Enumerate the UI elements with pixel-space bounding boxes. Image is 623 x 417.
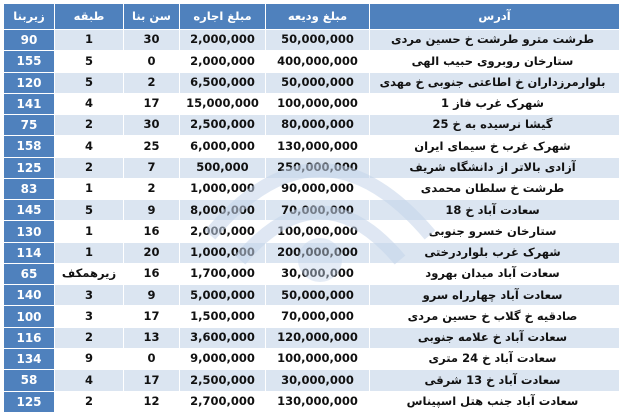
cell-building-age: 16 bbox=[124, 221, 180, 242]
cell-rent-amount: 15,000,000 bbox=[180, 93, 266, 114]
cell-building-age: 30 bbox=[124, 115, 180, 136]
table-row bbox=[4, 157, 620, 178]
header-area: زیربنا bbox=[4, 4, 55, 30]
cell-area: 145 bbox=[4, 200, 55, 221]
cell-area: 100 bbox=[4, 306, 55, 327]
header-address: آدرس bbox=[370, 4, 620, 30]
cell-rent-amount: 2,000,000 bbox=[180, 221, 266, 242]
cell-address: صادقیه خ گلاب خ حسین مردی bbox=[370, 306, 620, 327]
cell-deposit-amount: 50,000,000 bbox=[266, 72, 370, 93]
cell-area: 141 bbox=[4, 93, 55, 114]
cell-rent-amount: 1,000,000 bbox=[180, 178, 266, 199]
cell-address: سعادت آباد چهارراه سرو bbox=[370, 285, 620, 306]
cell-rent-amount: 1,000,000 bbox=[180, 242, 266, 263]
cell-area: 134 bbox=[4, 348, 55, 369]
table-row bbox=[4, 263, 620, 284]
cell-deposit-amount: 400,000,000 bbox=[266, 51, 370, 72]
cell-address: طرشت مترو طرشت خ حسین مردی bbox=[370, 30, 620, 51]
cell-floor: 4 bbox=[55, 370, 124, 391]
cell-area: 158 bbox=[4, 136, 55, 157]
cell-address: بلوارمرزداران خ اطاعتی جنوبی خ مهدی bbox=[370, 72, 620, 93]
cell-address: سعادت آباد جنب هتل اسپیناس bbox=[370, 391, 620, 412]
cell-address: سعادت آباد خ 13 شرقی bbox=[370, 370, 620, 391]
cell-floor: 4 bbox=[55, 136, 124, 157]
cell-floor: 5 bbox=[55, 200, 124, 221]
cell-floor: 2 bbox=[55, 157, 124, 178]
header-rent-amount: مبلغ اجاره bbox=[180, 4, 266, 30]
cell-address: سعادت آباد خ علامه جنوبی bbox=[370, 327, 620, 348]
cell-rent-amount: 8,000,000 bbox=[180, 200, 266, 221]
cell-building-age: 9 bbox=[124, 200, 180, 221]
cell-deposit-amount: 50,000,000 bbox=[266, 30, 370, 51]
cell-building-age: 2 bbox=[124, 178, 180, 199]
cell-building-age: 12 bbox=[124, 391, 180, 412]
header-building-age: سن بنا bbox=[124, 4, 180, 30]
cell-building-age: 0 bbox=[124, 348, 180, 369]
cell-area: 83 bbox=[4, 178, 55, 199]
cell-floor: 2 bbox=[55, 327, 124, 348]
cell-deposit-amount: 200,000,000 bbox=[266, 242, 370, 263]
table-row bbox=[4, 30, 620, 51]
cell-deposit-amount: 50,000,000 bbox=[266, 285, 370, 306]
cell-area: 90 bbox=[4, 30, 55, 51]
cell-deposit-amount: 70,000,000 bbox=[266, 200, 370, 221]
cell-rent-amount: 9,000,000 bbox=[180, 348, 266, 369]
rental-listings-table bbox=[3, 3, 620, 413]
cell-floor: 1 bbox=[55, 30, 124, 51]
cell-building-age: 30 bbox=[124, 30, 180, 51]
cell-rent-amount: 6,000,000 bbox=[180, 136, 266, 157]
table-row bbox=[4, 285, 620, 306]
cell-area: 58 bbox=[4, 370, 55, 391]
cell-building-age: 9 bbox=[124, 285, 180, 306]
cell-floor: 3 bbox=[55, 285, 124, 306]
cell-area: 114 bbox=[4, 242, 55, 263]
cell-building-age: 0 bbox=[124, 51, 180, 72]
cell-building-age: 16 bbox=[124, 263, 180, 284]
cell-deposit-amount: 80,000,000 bbox=[266, 115, 370, 136]
cell-floor: 5 bbox=[55, 72, 124, 93]
cell-address: شهرک غرب خ سیمای ایران bbox=[370, 136, 620, 157]
table-row bbox=[4, 391, 620, 412]
cell-deposit-amount: 100,000,000 bbox=[266, 348, 370, 369]
cell-address: ستارخان روبروی حبیب الهی bbox=[370, 51, 620, 72]
cell-floor: 2 bbox=[55, 391, 124, 412]
table-row bbox=[4, 221, 620, 242]
cell-rent-amount: 2,700,000 bbox=[180, 391, 266, 412]
table-row bbox=[4, 348, 620, 369]
cell-building-age: 17 bbox=[124, 370, 180, 391]
table-row bbox=[4, 115, 620, 136]
cell-area: 125 bbox=[4, 157, 55, 178]
cell-rent-amount: 2,500,000 bbox=[180, 370, 266, 391]
table-row bbox=[4, 242, 620, 263]
header-floor: طبقه bbox=[55, 4, 124, 30]
cell-address: گیشا نرسیده به خ 25 bbox=[370, 115, 620, 136]
table-row bbox=[4, 306, 620, 327]
cell-building-age: 20 bbox=[124, 242, 180, 263]
cell-address: شهرک غرب بلواردرختی bbox=[370, 242, 620, 263]
cell-deposit-amount: 30,000,000 bbox=[266, 370, 370, 391]
cell-address: سعادت آباد خ 24 متری bbox=[370, 348, 620, 369]
cell-floor: 2 bbox=[55, 115, 124, 136]
cell-address: شهرک غرب فاز 1 bbox=[370, 93, 620, 114]
cell-deposit-amount: 130,000,000 bbox=[266, 391, 370, 412]
table-row bbox=[4, 178, 620, 199]
cell-deposit-amount: 90,000,000 bbox=[266, 178, 370, 199]
cell-rent-amount: 2,500,000 bbox=[180, 115, 266, 136]
table-row bbox=[4, 93, 620, 114]
cell-building-age: 17 bbox=[124, 93, 180, 114]
cell-floor: زیرهمکف bbox=[55, 263, 124, 284]
cell-deposit-amount: 70,000,000 bbox=[266, 306, 370, 327]
cell-area: 125 bbox=[4, 391, 55, 412]
cell-rent-amount: 3,600,000 bbox=[180, 327, 266, 348]
cell-rent-amount: 2,000,000 bbox=[180, 30, 266, 51]
cell-deposit-amount: 250,000,000 bbox=[266, 157, 370, 178]
table-row bbox=[4, 72, 620, 93]
cell-floor: 3 bbox=[55, 306, 124, 327]
cell-address: ستارخان خسرو جنوبی bbox=[370, 221, 620, 242]
cell-area: 140 bbox=[4, 285, 55, 306]
cell-area: 65 bbox=[4, 263, 55, 284]
cell-deposit-amount: 100,000,000 bbox=[266, 93, 370, 114]
cell-deposit-amount: 30,000,000 bbox=[266, 263, 370, 284]
cell-deposit-amount: 120,000,000 bbox=[266, 327, 370, 348]
cell-floor: 5 bbox=[55, 51, 124, 72]
cell-building-age: 17 bbox=[124, 306, 180, 327]
cell-building-age: 25 bbox=[124, 136, 180, 157]
cell-rent-amount: 2,000,000 bbox=[180, 51, 266, 72]
cell-area: 75 bbox=[4, 115, 55, 136]
cell-building-age: 7 bbox=[124, 157, 180, 178]
header-row bbox=[4, 4, 620, 30]
cell-rent-amount: 1,700,000 bbox=[180, 263, 266, 284]
cell-area: 116 bbox=[4, 327, 55, 348]
cell-area: 120 bbox=[4, 72, 55, 93]
cell-floor: 4 bbox=[55, 93, 124, 114]
header-deposit-amount: مبلغ ودیعه bbox=[266, 4, 370, 30]
cell-floor: 1 bbox=[55, 221, 124, 242]
table-row bbox=[4, 370, 620, 391]
cell-floor: 1 bbox=[55, 242, 124, 263]
cell-rent-amount: 6,500,000 bbox=[180, 72, 266, 93]
cell-address: طرشت خ سلطان محمدی bbox=[370, 178, 620, 199]
cell-address: آزادی بالاتر از دانشگاه شریف bbox=[370, 157, 620, 178]
cell-floor: 9 bbox=[55, 348, 124, 369]
cell-rent-amount: 500,000 bbox=[180, 157, 266, 178]
cell-deposit-amount: 100,000,000 bbox=[266, 221, 370, 242]
cell-building-age: 13 bbox=[124, 327, 180, 348]
cell-building-age: 2 bbox=[124, 72, 180, 93]
cell-rent-amount: 5,000,000 bbox=[180, 285, 266, 306]
cell-deposit-amount: 130,000,000 bbox=[266, 136, 370, 157]
cell-address: سعادت آباد خ 18 bbox=[370, 200, 620, 221]
cell-rent-amount: 1,500,000 bbox=[180, 306, 266, 327]
cell-area: 130 bbox=[4, 221, 55, 242]
cell-address: سعادت آباد میدان بهرود bbox=[370, 263, 620, 284]
table-row bbox=[4, 327, 620, 348]
table-row bbox=[4, 136, 620, 157]
cell-area: 155 bbox=[4, 51, 55, 72]
table-row bbox=[4, 51, 620, 72]
table-row bbox=[4, 200, 620, 221]
cell-floor: 1 bbox=[55, 178, 124, 199]
